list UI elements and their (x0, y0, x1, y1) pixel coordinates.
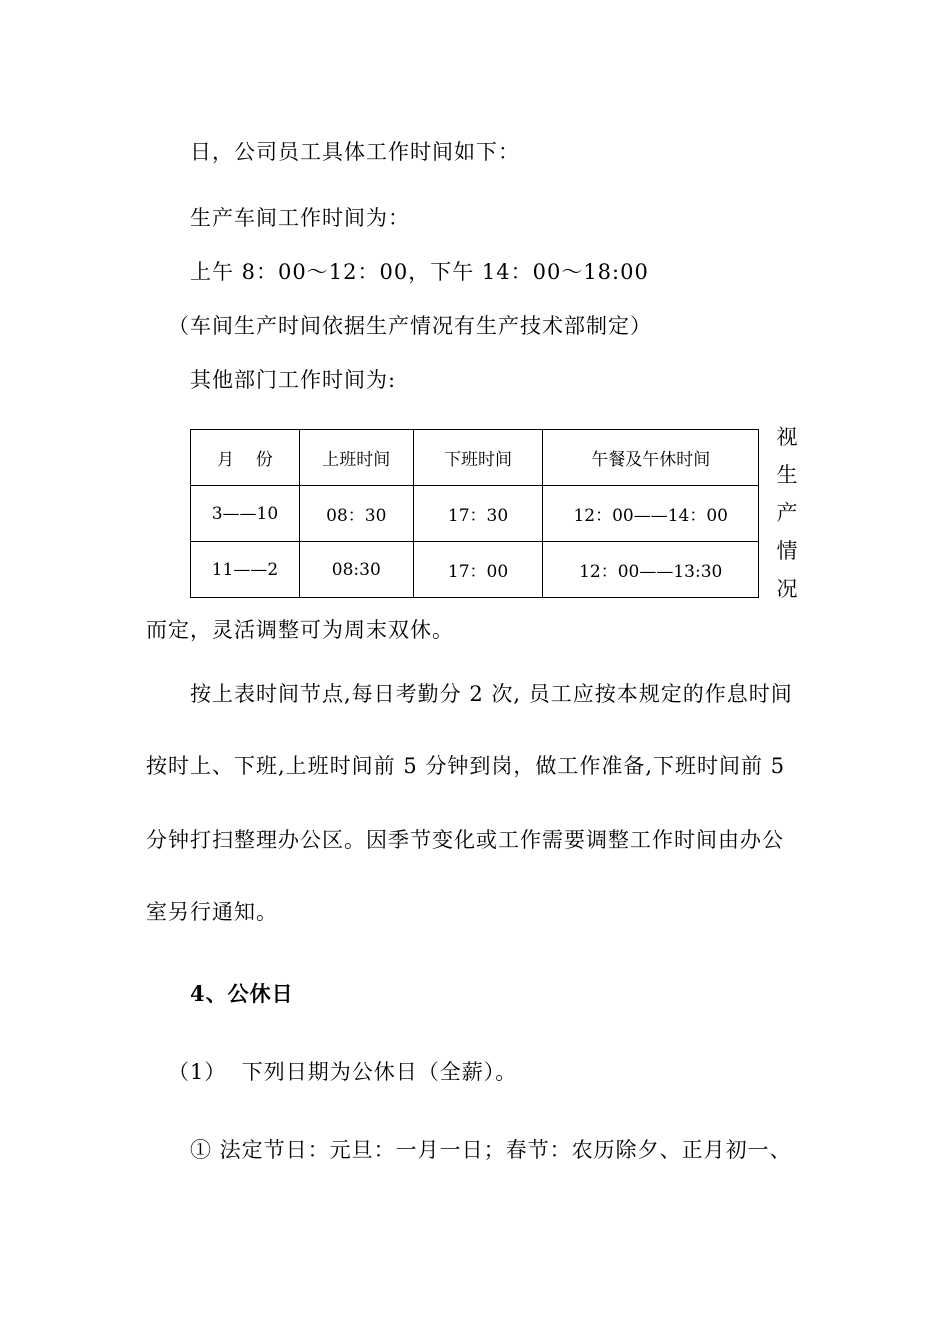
paragraph-holiday-list-intro: （1） 下列日期为公休日（全薪）。 (168, 1060, 518, 1084)
table-header-start-time: 上班时间 (299, 430, 413, 486)
table-cell: 12：00——14：00 (543, 486, 759, 542)
table-row (191, 542, 759, 598)
table-header-month: 月 份 (191, 430, 300, 486)
table-header-row (191, 430, 759, 486)
paragraph-work-hours-intro: 日，公司员工具体工作时间如下： (190, 140, 520, 164)
work-schedule-table (190, 429, 759, 598)
paragraph-workshop-hours: 上午 8：00～12：00，下午 14：00～18:00 (190, 260, 649, 284)
paragraph-attendance-line-2: 按时上、下班,上班时间前 5 分钟到岗，做工作准备,下班时间前 5 (146, 754, 786, 778)
paragraph-workshop-hours-heading: 生产车间工作时间为： (190, 206, 410, 230)
side-note-vertical-text: 视 生 产 情 况 (776, 425, 798, 601)
table-header-end-time: 下班时间 (413, 430, 543, 486)
table-cell: 17：30 (413, 486, 543, 542)
table-header-lunch-break: 午餐及午休时间 (543, 430, 759, 486)
section-heading-public-holidays: 4、公休日 (190, 981, 294, 1006)
table-cell: 08:30 (299, 542, 413, 598)
table-cell: 3——10 (191, 486, 300, 542)
paragraph-workshop-note: （车间生产时间依据生产情况有生产技术部制定） (168, 314, 652, 338)
table-row (191, 486, 759, 542)
paragraph-attendance-line-3: 分钟打扫整理办公区。因季节变化或工作需要调整工作时间由办公 (146, 828, 784, 852)
table-cell: 12：00——13:30 (543, 542, 759, 598)
paragraph-attendance-line-1: 按上表时间节点,每日考勤分 2 次, 员工应按本规定的作息时间 (190, 682, 793, 706)
paragraph-legal-holidays: ① 法定节日：元旦：一月一日；春节：农历除夕、正月初一、 (190, 1138, 792, 1162)
paragraph-attendance-line-4: 室另行通知。 (146, 900, 278, 924)
table-cell: 17：00 (413, 542, 543, 598)
paragraph-other-dept-heading: 其他部门工作时间为: (190, 368, 397, 392)
paragraph-flexible-adjustment: 而定，灵活调整可为周末双休。 (146, 618, 454, 642)
table-cell: 08：30 (299, 486, 413, 542)
table-cell: 11——2 (191, 542, 300, 598)
